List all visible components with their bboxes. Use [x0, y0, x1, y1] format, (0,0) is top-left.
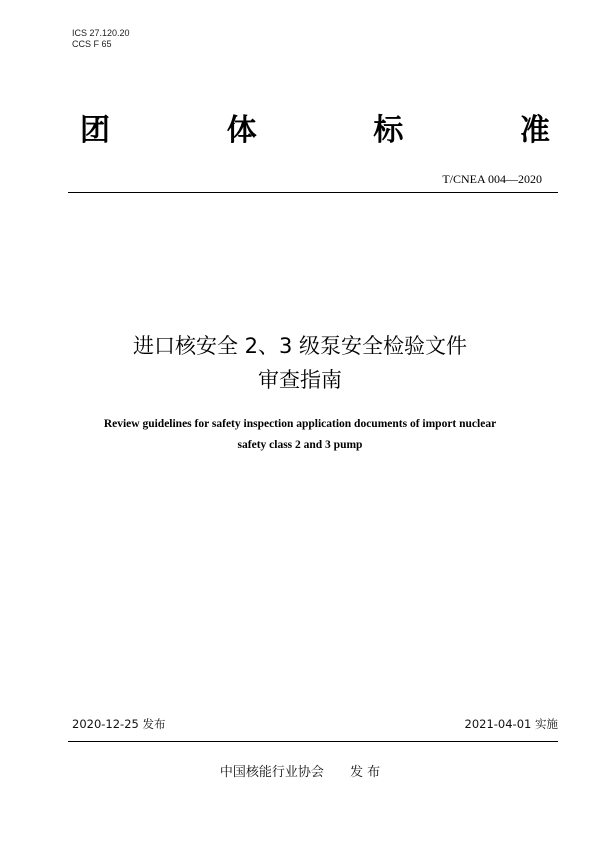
- title-zh-line1: 进口核安全 2、3 级泵安全检验文件: [132, 334, 468, 358]
- publisher-name: 中国核能行业协会: [219, 765, 324, 780]
- title-en-line2: safety class 2 and 3 pump: [237, 439, 363, 451]
- ics-code: ICS 27.120.20: [72, 28, 130, 38]
- standard-number: T/CNEA 004—2020: [442, 172, 542, 186]
- standard-type-char: 标: [373, 113, 404, 148]
- standard-type-char: 准: [519, 113, 550, 148]
- publisher-line: [0, 763, 600, 783]
- standard-type-char: 团: [80, 113, 110, 148]
- bottom-divider: [68, 741, 558, 742]
- title-en-line1: Review guidelines for safety inspection application documents of import nuclear: [103, 418, 497, 430]
- top-divider: [68, 192, 558, 193]
- effective-date: 2021-04-01 实施: [464, 717, 558, 731]
- issue-date: 2020-12-25 发布: [72, 717, 166, 731]
- title-zh-line2: 审查指南: [258, 368, 342, 392]
- standard-type-heading: [80, 111, 550, 151]
- standard-type-char: 体: [226, 113, 257, 148]
- ccs-code: CCS F 65: [72, 39, 112, 49]
- classification-codes: [72, 28, 130, 50]
- publisher-action: 发 布: [349, 765, 381, 780]
